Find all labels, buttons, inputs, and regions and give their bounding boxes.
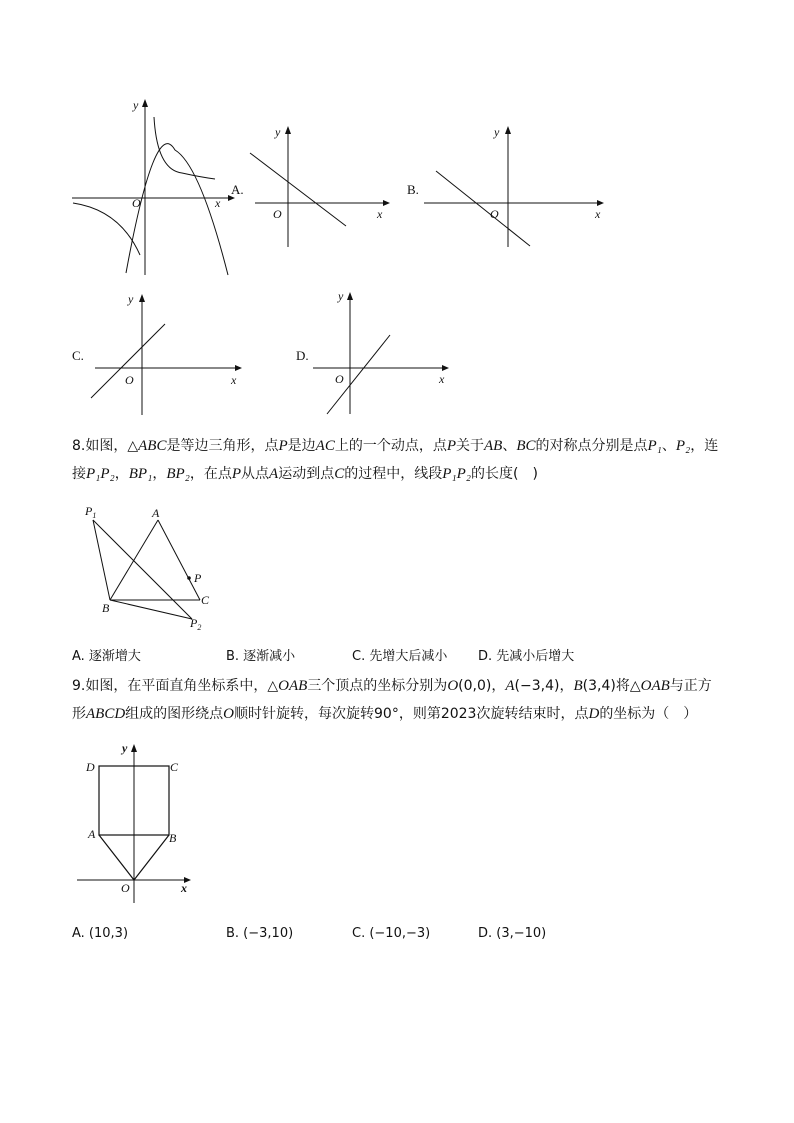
label-p2: $P_2$ (190, 616, 202, 632)
origin-label: O (273, 207, 282, 221)
q7-option-d-graph (310, 288, 455, 418)
y-axis-label: y (338, 289, 344, 303)
x-axis-label: x (231, 373, 237, 387)
label-p1: $P_1$ (85, 504, 97, 520)
line-graph (250, 153, 346, 226)
y-axis-label: y (128, 292, 134, 306)
label-d: D (86, 760, 95, 774)
y-axis-label: y (133, 98, 139, 112)
hyperbola-right-branch (154, 117, 215, 179)
option-b-letter: B. (407, 182, 419, 197)
parabola-curve (126, 144, 228, 275)
q8-choice-b[interactable]: B. 逐渐减小 (226, 649, 296, 664)
question-9-line-1: 9.如图，在平面直角坐标系中，△OAB三个顶点的坐标分别为O(0,0)，A(−3,4)，B(3,4)将△OAB与正方 (72, 678, 712, 694)
q8-choice-d[interactable]: D. 先减小后增大 (478, 649, 575, 664)
q7-main-graph (60, 95, 235, 280)
label-p: P (194, 571, 202, 585)
y-axis-label: y (494, 125, 500, 139)
q9-choice-b[interactable]: B. (−3,10) (226, 926, 294, 941)
q8-choice-a[interactable]: A. 逐渐增大 (72, 649, 141, 664)
label-a: A (152, 506, 160, 520)
x-axis-label: x (215, 196, 221, 210)
label-b: B (169, 831, 177, 845)
x-axis-label: x (439, 372, 445, 386)
q8-figure (80, 500, 230, 635)
q9-choice-a[interactable]: A. (10,3) (72, 926, 129, 941)
label-a: A (88, 827, 96, 841)
x-axis-label: x (595, 207, 601, 221)
q7-option-a-graph (245, 122, 395, 252)
label-c: C (170, 760, 179, 774)
q8-choice-c[interactable]: C. 先增大后减小 (352, 649, 448, 664)
q9-choice-c[interactable]: C. (−10,−3) (352, 926, 431, 941)
question-9-text (72, 672, 732, 728)
label-o: O (121, 881, 130, 895)
q7-option-b-graph (420, 122, 610, 252)
q7-option-c-graph (85, 290, 250, 420)
origin-label: O (132, 196, 141, 210)
option-d-letter: D. (296, 348, 309, 363)
y-axis-label: y (122, 741, 128, 755)
label-b: B (102, 601, 110, 615)
option-c-letter: C. (72, 348, 84, 363)
line-graph (436, 171, 530, 246)
hyperbola-left-branch (73, 203, 140, 255)
label-c: C (201, 593, 210, 607)
question-8-line-1: 8.如图，△ABC是等边三角形，点P是边AC上的一个动点，点P关于AB、BC的对称点分别是点P₁、P₂，连 (72, 438, 719, 454)
question-8-line-2: 接P₁P₂，BP₁，BP₂，在点P从点A运动到点C的过程中，线段P₁P₂的长度( ) (72, 466, 538, 482)
origin-label: O (490, 207, 499, 221)
question-9-line-2: 形ABCD组成的图形绕点O顺时针旋转，每次旋转90°，则第2023次旋转结束时，点D的坐标为（ ） (72, 706, 698, 722)
x-axis-label: x (181, 881, 187, 895)
option-a-letter: A. (231, 182, 244, 197)
question-8-text (72, 432, 732, 488)
origin-label: O (125, 373, 134, 387)
y-axis-label: y (275, 125, 281, 139)
q9-figure (72, 740, 202, 908)
origin-label: O (335, 372, 344, 386)
x-axis-label: x (377, 207, 383, 221)
q9-choice-d[interactable]: D. (3,−10) (478, 926, 547, 941)
